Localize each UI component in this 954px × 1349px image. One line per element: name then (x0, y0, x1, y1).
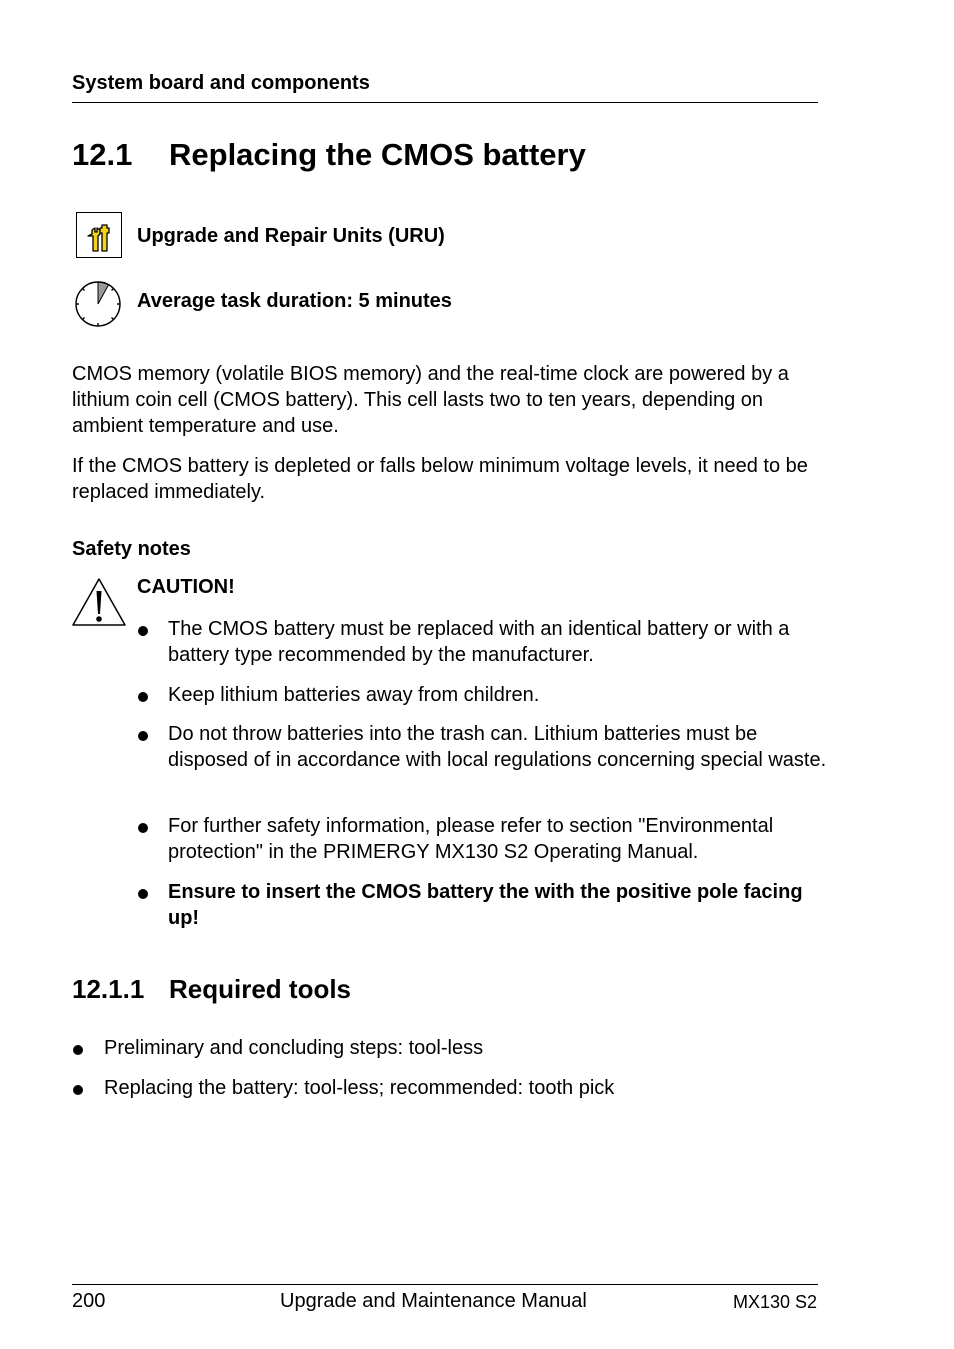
subsection-number: 12.1.1 (72, 974, 145, 1004)
section-number: 12.1 (72, 137, 133, 172)
bullet-icon (138, 889, 148, 899)
footer-rule (72, 1284, 818, 1285)
caution-item: The CMOS battery must be replaced with an identical battery or with a battery type recommended by the manufacturer. (168, 618, 790, 666)
bullet-icon (73, 1045, 83, 1055)
intro-paragraph-2: If the CMOS battery is depleted or falls below minimum voltage levels, it need to be replaced immediately. (72, 455, 808, 503)
bullet-icon (138, 626, 148, 636)
duration-label: Average task duration: 5 minutes (137, 290, 452, 312)
bullet-icon (138, 731, 148, 741)
page-title (72, 137, 586, 173)
wrench-tools-icon (76, 212, 122, 258)
caution-item: Keep lithium batteries away from children. (168, 684, 540, 706)
safety-notes-heading: Safety notes (72, 538, 191, 560)
running-header: System board and components (72, 72, 370, 94)
tool-item: Preliminary and concluding steps: tool-less (104, 1037, 484, 1059)
tool-item: Replacing the battery: tool-less; recommended: tooth pick (104, 1077, 615, 1099)
caution-item: Do not throw batteries into the trash can. Lithium batteries must be disposed of in accordance with local regulations concerning special waste. (168, 723, 827, 771)
subsection-title: Required tools (169, 974, 352, 1004)
caution-item-emphasis: Ensure to insert the CMOS battery the with the positive pole facing up! (168, 881, 803, 929)
section-title: Replacing the CMOS battery (169, 137, 586, 172)
caution-label: CAUTION! (137, 576, 235, 598)
page-number: 200 (72, 1290, 106, 1312)
subsection-heading (72, 974, 351, 1005)
bullet-icon (138, 823, 148, 833)
bullet-icon (138, 692, 148, 702)
clock-icon (73, 279, 123, 329)
intro-paragraph: CMOS memory (volatile BIOS memory) and the real-time clock are powered by a lithium coin cell (CMOS battery). This cell lasts two to ten years, depending on ambient temperature and use. (72, 363, 789, 437)
warning-triangle-icon (71, 577, 127, 629)
model-name: MX130 S2 (733, 1292, 818, 1312)
manual-title: Upgrade and Maintenance Manual (280, 1290, 587, 1312)
caution-item: For further safety information, please refer to section "Environmental protection" in the PRIMERGY MX130 S2 Operating Manual. (168, 815, 774, 863)
header-rule (72, 102, 818, 103)
bullet-icon (73, 1085, 83, 1095)
uru-label: Upgrade and Repair Units (URU) (137, 225, 445, 247)
